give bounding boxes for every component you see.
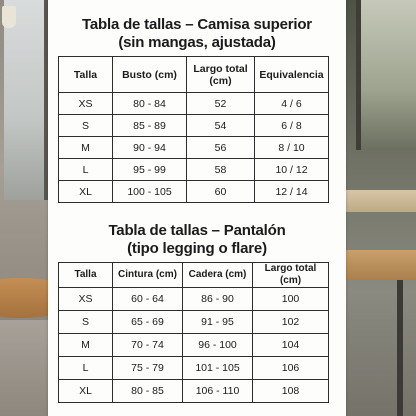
table-cell: 85 - 89 [113, 115, 187, 137]
lamp [2, 6, 16, 28]
table-cell: 91 - 95 [183, 311, 253, 334]
table-cell: M [59, 137, 113, 159]
table-cell: 56 [187, 137, 255, 159]
header-cell: Talla [59, 57, 113, 93]
table-cell: 4 / 6 [255, 93, 329, 115]
table-cell: S [59, 311, 113, 334]
table-cell: M [59, 334, 113, 357]
table-cell: 6 / 8 [255, 115, 329, 137]
header-cell: Busto (cm) [113, 57, 187, 93]
table-cell: 70 - 74 [113, 334, 183, 357]
table-cell: 65 - 69 [113, 311, 183, 334]
table-row [59, 159, 329, 181]
table-header-row [59, 57, 329, 93]
table-cell: 10 / 12 [255, 159, 329, 181]
table-cell: 80 - 85 [113, 380, 183, 403]
table-cell: 104 [253, 334, 329, 357]
table-cell: S [59, 115, 113, 137]
table-row [59, 288, 329, 311]
table-cell: 12 / 14 [255, 181, 329, 203]
bottom-chart-title [48, 222, 346, 258]
top-size-table [58, 56, 329, 203]
table-cell: 75 - 79 [113, 357, 183, 380]
table-cell: 102 [253, 311, 329, 334]
table-cell: 96 - 100 [183, 334, 253, 357]
table-cell: XS [59, 93, 113, 115]
header-cell: Cadera (cm) [183, 263, 253, 288]
bottom-size-table [58, 262, 329, 403]
table-cell: 80 - 84 [113, 93, 187, 115]
table-cell: 90 - 94 [113, 137, 187, 159]
table-cell: 100 [253, 288, 329, 311]
table-cell: 95 - 99 [113, 159, 187, 181]
table-cell: 60 [187, 181, 255, 203]
table-cell: XS [59, 288, 113, 311]
left-window [4, 0, 48, 200]
header-cell: Cintura (cm) [113, 263, 183, 288]
header-cell: Largo total (cm) [187, 57, 255, 93]
table-cell: 86 - 90 [183, 288, 253, 311]
table-cell: 60 - 64 [113, 288, 183, 311]
top-chart-title-line1: Tabla de tallas – Camisa superior [82, 16, 312, 33]
table-cell: 108 [253, 380, 329, 403]
bottom-chart-title-line2: (tipo legging o flare) [127, 240, 267, 257]
table-post [397, 280, 403, 416]
table-cell: 106 - 110 [183, 380, 253, 403]
table-header-row [59, 263, 329, 288]
table-row [59, 137, 329, 159]
table-row [59, 380, 329, 403]
right-wooden-table [340, 250, 416, 280]
right-window [356, 0, 416, 150]
table-cell: 101 - 105 [183, 357, 253, 380]
table-cell: 58 [187, 159, 255, 181]
header-cell: Equivalencia [255, 57, 329, 93]
table-cell: 8 / 10 [255, 137, 329, 159]
bottom-chart-title-line1: Tabla de tallas – Pantalón [108, 222, 286, 239]
table-row [59, 181, 329, 203]
table-cell: 52 [187, 93, 255, 115]
table-row [59, 357, 329, 380]
table-cell: XL [59, 380, 113, 403]
table-cell: 106 [253, 357, 329, 380]
size-chart-sheet [48, 0, 346, 416]
table-cell: XL [59, 181, 113, 203]
table-cell: L [59, 357, 113, 380]
table-row [59, 115, 329, 137]
right-table [340, 190, 416, 212]
table-row [59, 311, 329, 334]
table-row [59, 334, 329, 357]
table-cell: 54 [187, 115, 255, 137]
table-row [59, 93, 329, 115]
header-cell: Talla [59, 263, 113, 288]
table-cell: L [59, 159, 113, 181]
table-cell: 100 - 105 [113, 181, 187, 203]
top-chart-title-line2: (sin mangas, ajustada) [118, 34, 276, 51]
top-chart-title [48, 16, 346, 52]
header-cell: Largo total (cm) [253, 263, 329, 288]
